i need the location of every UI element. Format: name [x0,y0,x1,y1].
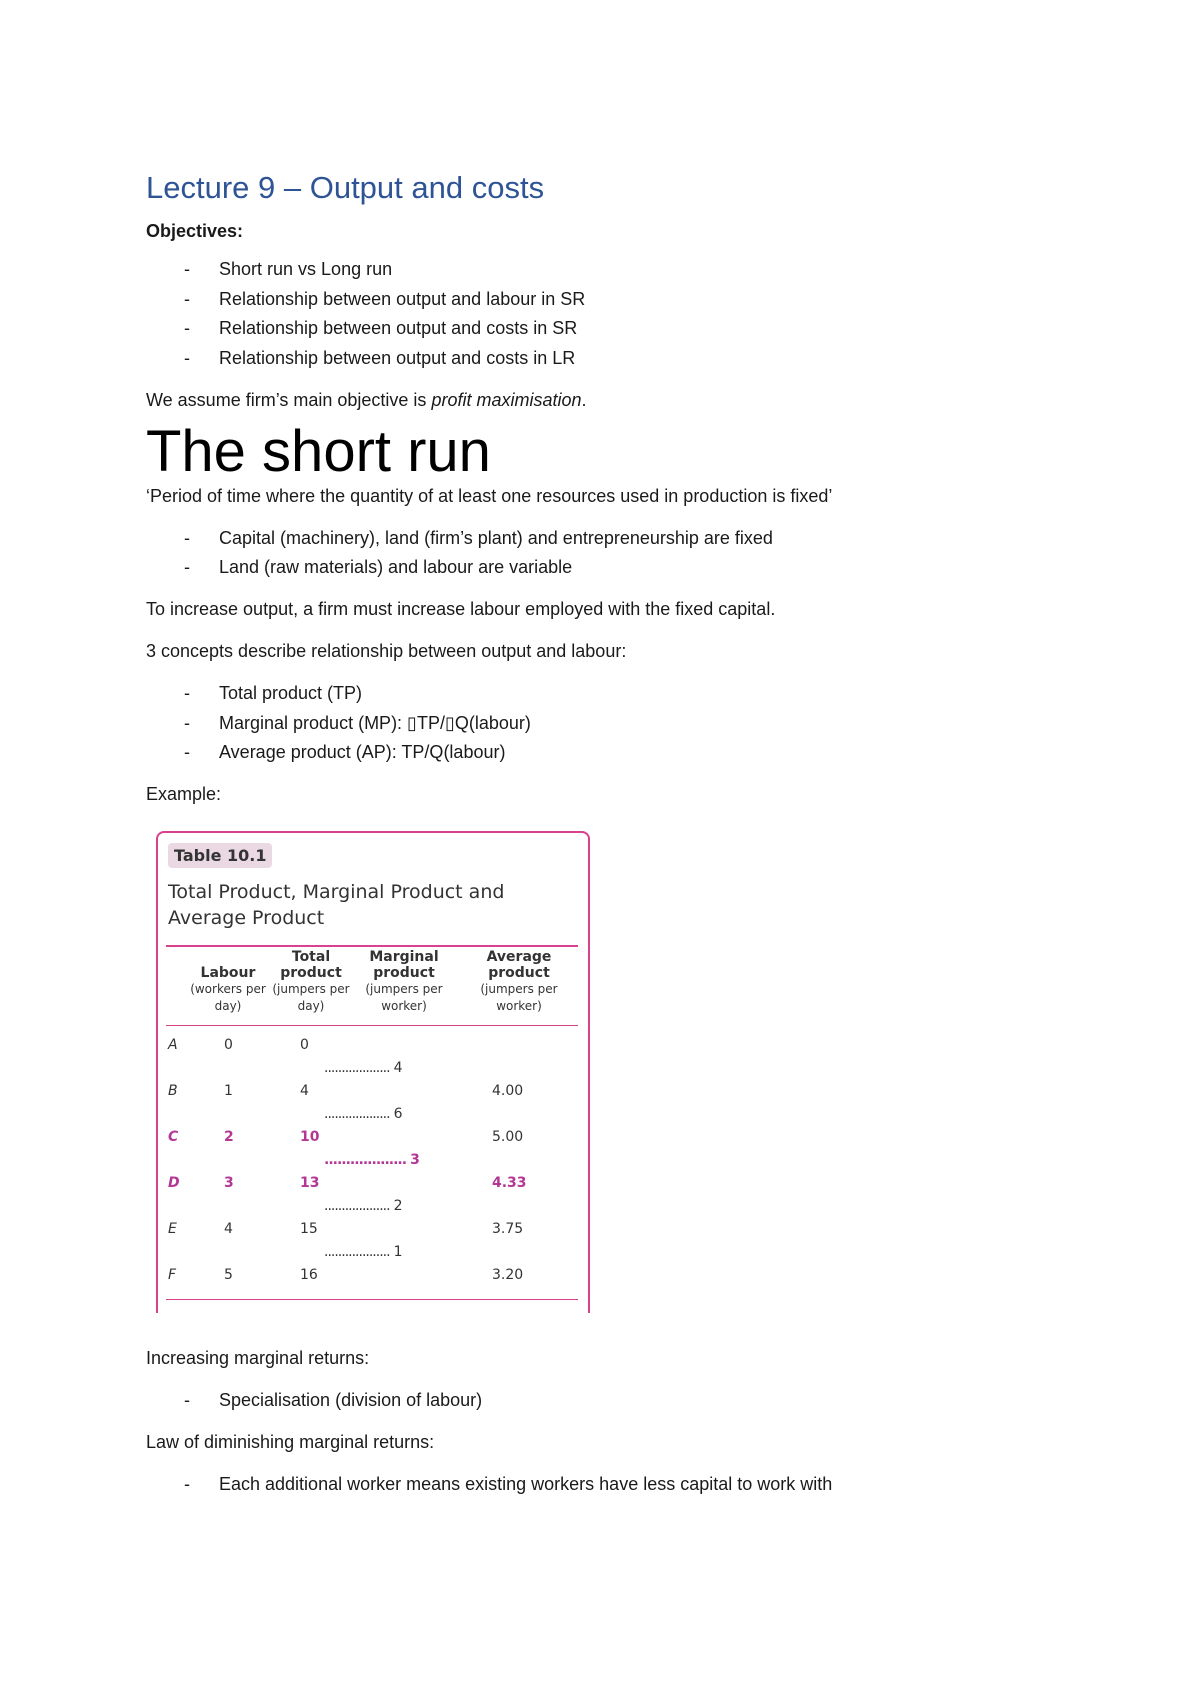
diminishing-returns-label: Law of diminishing marginal returns: [146,1432,435,1452]
objectives-label: Objectives: [146,221,244,241]
list-item: - Land (raw materials) and labour are variable [146,556,1106,578]
cell-average: 4.33 [492,1175,527,1191]
cell-labour: 5 [224,1267,233,1283]
list-item: - Total product (TP) [146,682,1106,704]
cell-total: 15 [300,1221,318,1237]
cell-total: 0 [300,1037,309,1053]
table-tag: Table 10.1 [168,843,272,868]
list-item: - Relationship between output and labour in SR [146,288,1106,310]
col-header-marginal: Marginal product (jumpers per worker) [365,949,443,1013]
cell-labour: 4 [224,1221,233,1237]
cell-labour: 2 [224,1129,234,1145]
lecture-title: Lecture 9 – Output and costs [146,170,545,205]
table-header-rule [166,1025,578,1026]
objectives-list [146,258,1106,369]
dotted-leader: ................... [324,1244,390,1260]
assumption-emphasis: profit maximisation [431,389,582,410]
table-title: Total Product, Marginal Product and Average Product [168,881,505,929]
list-item: - Relationship between output and costs in SR [146,317,1106,339]
cell-average: 3.75 [492,1221,524,1237]
diminishing-list [146,1473,1106,1495]
marginal-value: 6 [393,1106,403,1122]
example-label: Example: [146,784,222,804]
cell-average: 5.00 [492,1129,524,1145]
marginal-value: 2 [393,1198,403,1214]
marginal-value: 1 [393,1244,403,1260]
assumption-prefix: We assume firm’s main objective is [146,389,432,410]
table-bottom-rule [166,1299,578,1300]
cell-average: 3.20 [492,1267,524,1283]
increase-output-text: To increase output, a firm must increase labour employed with the fixed capital. [146,599,776,619]
cell-average: 4.00 [492,1083,524,1099]
list-item: - Each additional worker means existing workers have less capital to work with [146,1473,1106,1495]
concepts-intro: 3 concepts describe relationship between output and labour: [146,641,627,661]
dotted-leader: ................... [324,1106,390,1122]
list-item: - Marginal product (MP): ▯TP/▯Q(labour) [146,712,1106,734]
cell-marginal [324,1244,402,1260]
increasing-returns-label: Increasing marginal returns: [146,1348,370,1368]
dotted-leader: ................... [324,1198,390,1214]
marginal-value: 3 [410,1152,420,1168]
row-label: B [168,1083,178,1099]
row-label: A [168,1037,178,1053]
col-header-total: Total product (jumpers per day) [272,949,350,1013]
table-top-rule [166,945,578,947]
marginal-value: 4 [393,1060,403,1076]
cell-total: 16 [300,1267,318,1283]
cell-marginal [324,1152,420,1168]
cell-total: 13 [300,1175,320,1191]
cell-labour: 1 [224,1083,233,1099]
table-figure [156,831,590,1313]
assumption-text [146,389,1106,411]
short-run-heading: The short run [146,418,491,484]
cell-marginal [324,1060,402,1076]
row-label: D [168,1175,180,1191]
cell-labour: 3 [224,1175,234,1191]
dotted-leader: ................... [324,1152,407,1168]
concepts-list [146,682,1106,763]
col-header-average: Average product (jumpers per worker) [480,949,558,1013]
resources-list [146,527,1106,579]
cell-marginal [324,1106,402,1122]
cell-marginal [324,1198,402,1214]
increasing-list [146,1389,1106,1411]
list-item: - Short run vs Long run [146,258,1106,280]
cell-total: 4 [300,1083,309,1099]
document-page [146,170,1106,1515]
row-label: E [168,1221,177,1237]
list-item: - Average product (AP): TP/Q(labour) [146,741,1106,763]
cell-total: 10 [300,1129,320,1145]
row-label: C [168,1129,179,1145]
list-item: - Capital (machinery), land (firm’s plant) and entrepreneurship are fixed [146,527,1106,549]
assumption-suffix: . [581,389,587,410]
col-header-labour: Labour (workers per day) [190,965,266,1013]
cell-labour: 0 [224,1037,233,1053]
list-item: - Specialisation (division of labour) [146,1389,1106,1411]
dotted-leader: ................... [324,1060,390,1076]
short-run-definition: ‘Period of time where the quantity of at least one resources used in production is fixed’ [146,485,833,506]
list-item: - Relationship between output and costs in LR [146,347,1106,369]
row-label: F [168,1267,177,1283]
